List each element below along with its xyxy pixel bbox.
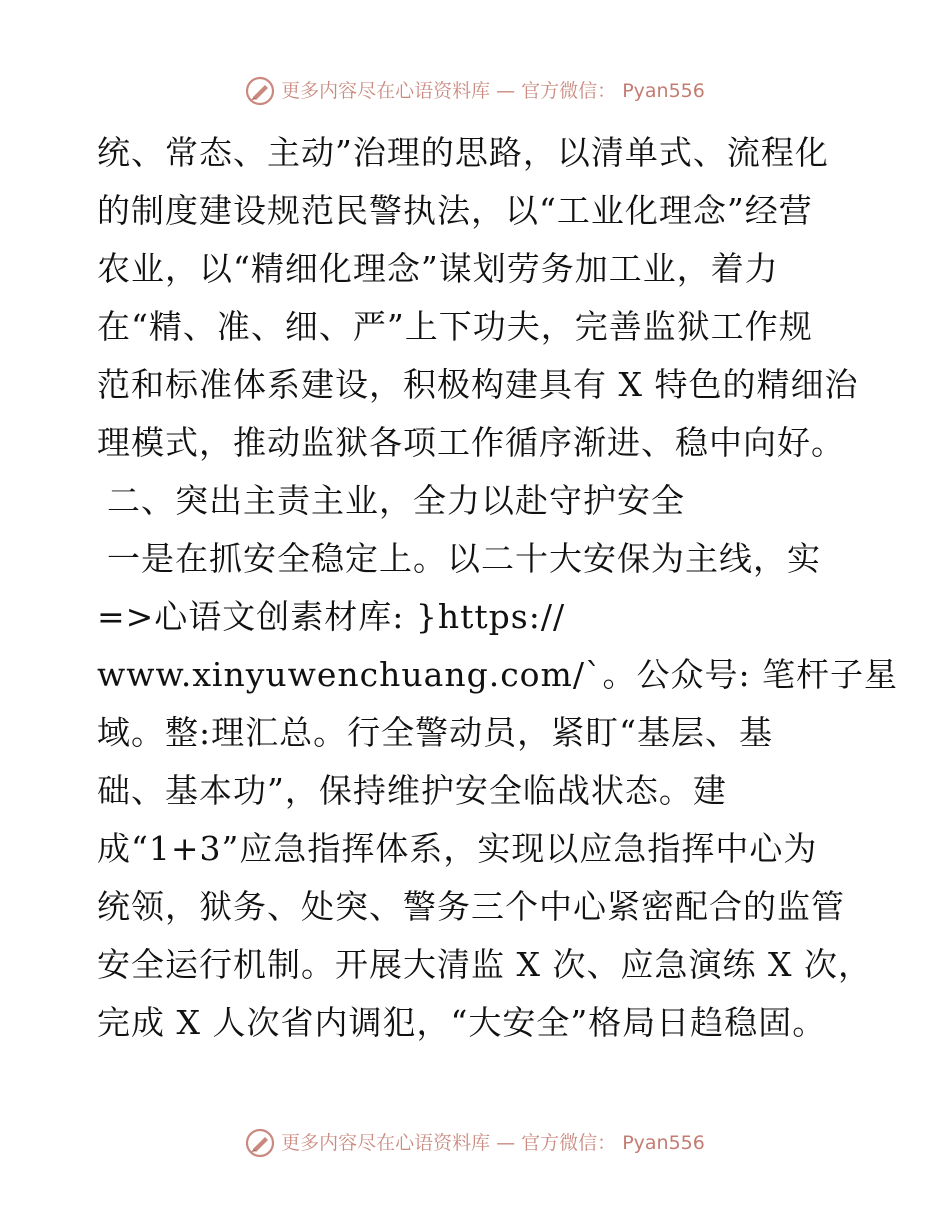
- brand-logo-icon: [245, 1128, 275, 1158]
- body-line: 完成 X 人次省内调犯，“大安全”格局日趋稳固。: [97, 1003, 827, 1042]
- body-line: =>心语文创素材库: }https://: [97, 597, 566, 636]
- body-line: 理模式，推动监狱各项工作循序渐进、稳中向好。: [97, 423, 845, 462]
- watermark-separator: —: [496, 80, 516, 102]
- watermark-brand: 更多内容尽在心语资料库: [281, 80, 491, 102]
- body-line: 安全运行机制。开展大清监 X 次、应急演练 X 次，: [97, 945, 872, 984]
- body-line: 农业，以“精细化理念”谋划劳务加工业，着力: [97, 249, 779, 288]
- watermark-wechat-label: 官方微信：: [521, 80, 617, 102]
- watermark-brand: 更多内容尽在心语资料库: [281, 1132, 491, 1154]
- body-line: 础、基本功”，保持维护安全临战状态。建: [97, 771, 727, 810]
- body-line: 一是在抓安全稳定上。以二十大安保为主线，实: [107, 539, 821, 578]
- brand-logo-icon: [245, 76, 275, 106]
- body-line: www.xinyuwenchuang.com/`。公众号: 笔杆子星: [97, 655, 899, 694]
- header-watermark: [0, 76, 950, 106]
- body-line: 统、常态、主动”治理的思路，以清单式、流程化: [97, 133, 829, 172]
- watermark-separator: —: [496, 1132, 516, 1154]
- body-line: 在“精、准、细、严”上下功夫，完善监狱工作规: [97, 307, 813, 346]
- body-line: 范和标准体系建设，积极构建具有 X 特色的精细治: [97, 365, 859, 404]
- footer-watermark: [0, 1128, 950, 1158]
- body-line: 域。整:理汇总。行全警动员，紧盯“基层、基: [97, 713, 773, 752]
- body-line: 成“1+3”应急指挥体系，实现以应急指挥中心为: [97, 829, 818, 868]
- watermark-wechat-id: Pyan556: [622, 80, 705, 102]
- body-line: 统领，狱务、处突、警务三个中心紧密配合的监管: [97, 887, 845, 926]
- body-line: 的制度建设规范民警执法，以“工业化理念”经营: [97, 191, 813, 230]
- watermark-wechat-id: Pyan556: [622, 1132, 705, 1154]
- document-body: [97, 124, 899, 1052]
- watermark-wechat-label: 官方微信：: [521, 1132, 617, 1154]
- section-heading: 二、突出主责主业，全力以赴守护安全: [107, 481, 685, 520]
